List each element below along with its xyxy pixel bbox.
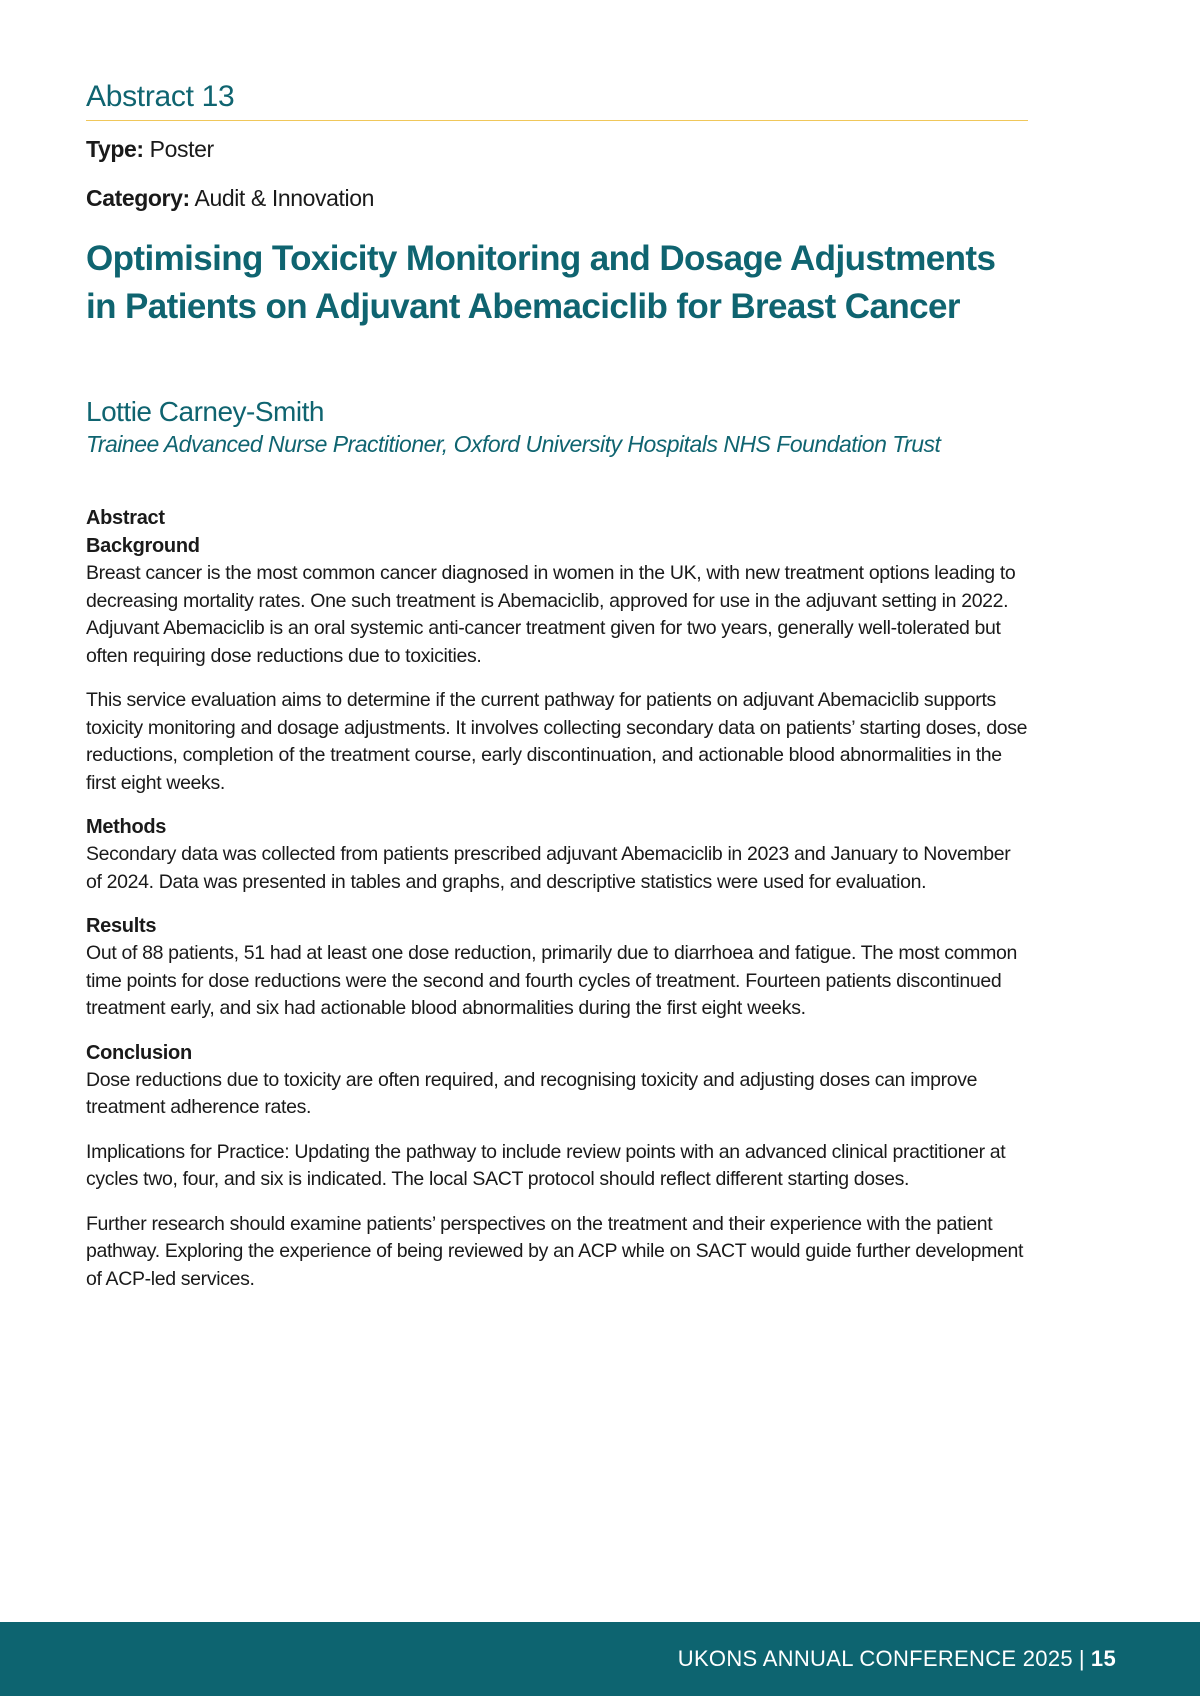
background-paragraph-1: Breast cancer is the most common cancer diagnosed in women in the UK, with new treatment options leading to decreasing mortality rates. One such treatment is Abemaciclib, approved for use in the adjuvant setting in 2022. Adjuvant Abemaciclib is an oral systemic anti-cancer treatment given for two years, generally well-tolerated but often requiring dose reductions due to toxicities. bbox=[86, 562, 1016, 667]
abstract-page bbox=[86, 78, 1028, 1293]
type-label: Type: bbox=[86, 136, 144, 162]
results-heading: Results bbox=[86, 915, 157, 937]
abstract-body bbox=[86, 504, 1028, 1293]
methods-paragraph: Secondary data was collected from patients prescribed adjuvant Abemaciclib in 2023 and January to November of 2024. Data was presented in tables and graphs, and descriptive statistics were used for evaluation. bbox=[86, 843, 1011, 893]
conclusion-paragraph-3: Further research should examine patients’ perspectives on the treatment and their experience with the patient pathway. Exploring the experience of being reviewed by an ACP while on SACT would guide further development of ACP-led services. bbox=[86, 1212, 1024, 1290]
type-value: Poster bbox=[149, 136, 214, 162]
abstract-title: Optimising Toxicity Monitoring and Dosage Adjustments in Patients on Adjuvant Abemaciclib for Breast Cancer bbox=[86, 239, 996, 326]
conclusion-paragraph-2: Implications for Practice: Updating the pathway to include review points with an advanced clinical practitioner at cycles two, four, and six is indicated. The local SACT protocol should reflect different starting doses. bbox=[86, 1140, 1006, 1190]
category-label: Category: bbox=[86, 185, 190, 211]
methods-heading: Methods bbox=[86, 816, 167, 838]
conclusion-paragraph-1: Dose reductions due to toxicity are often required, and recognising toxicity and adjusting doses can improve treatment adherence rates. bbox=[86, 1068, 978, 1118]
footer-text bbox=[678, 1644, 1116, 1674]
category-line bbox=[86, 183, 1028, 213]
page-footer bbox=[0, 1622, 1200, 1696]
conference-name: UKONS ANNUAL CONFERENCE 2025 bbox=[677, 1646, 1073, 1671]
abstract-number: Abstract 13 bbox=[86, 78, 1028, 121]
author-name: Lottie Carney-Smith bbox=[86, 396, 324, 427]
page-number: 15 bbox=[1090, 1646, 1116, 1671]
background-paragraph-2: This service evaluation aims to determine if the current pathway for patients on adjuvant Abemaciclib supports toxicity monitoring and dosage adjustments. It involves collecting secondary data on patients’ starting doses, dose reductions, completion of the treatment course, early discontinuation, and actionable blood abnormalities in the first eight weeks. bbox=[86, 689, 1028, 794]
author-affiliation: Trainee Advanced Nurse Practitioner, Oxford University Hospitals NHS Foundation Trust bbox=[86, 431, 941, 457]
type-line bbox=[86, 134, 1028, 164]
results-paragraph: Out of 88 patients, 51 had at least one dose reduction, primarily due to diarrhoea and fatigue. The most common time points for dose reductions were the second and fourth cycles of treatment. Fourteen patients discontinued treatment early, and six had actionable blood abnormalities during the first eight weeks. bbox=[86, 942, 1017, 1019]
footer-separator: | bbox=[1078, 1646, 1085, 1671]
category-value: Audit & Innovation bbox=[194, 185, 374, 211]
abstract-heading: Abstract bbox=[86, 507, 165, 529]
conclusion-heading: Conclusion bbox=[86, 1041, 192, 1064]
background-heading: Background bbox=[86, 535, 200, 557]
